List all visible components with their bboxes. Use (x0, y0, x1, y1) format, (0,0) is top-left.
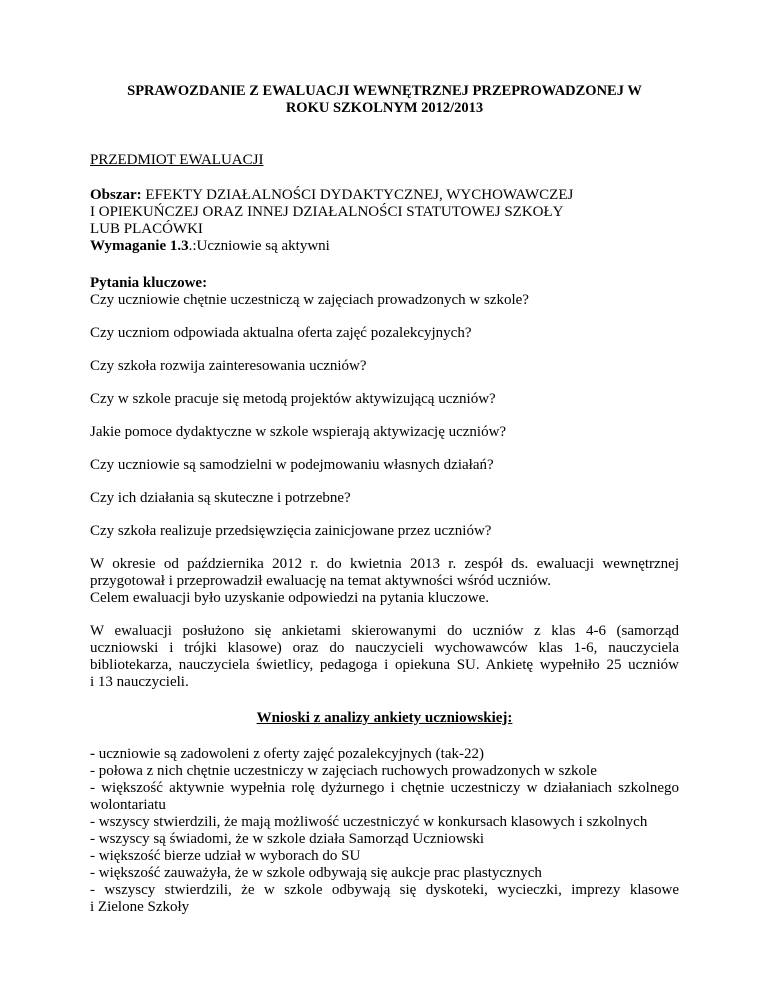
paragraph-line: bibliotekarza, nauczyciela świetlicy, pedagoga i opiekuna SU. Ankietę wypełniło 25 uczniów (90, 657, 679, 673)
question-item: Czy uczniowie są samodzielni w podejmowaniu własnych działań? (90, 457, 494, 473)
paragraph-line: W ewaluacji posłużono się ankietami skierowanymi do uczniów z klas 4-6 (samorząd (90, 623, 679, 639)
document-page (90, 83, 679, 916)
area-block (90, 187, 679, 255)
list-dash: - (90, 746, 95, 762)
list-item: - większość zauważyła, że w szkole odbywają się aukcje prac plastycznych (90, 865, 542, 881)
list-item-line: i Zielone Szkoły (90, 899, 190, 915)
list-item-line: - większość aktywnie wypełnia rolę dyżurnego i chętnie uczestniczy w działaniach szkolnego (90, 780, 679, 796)
question-item: Czy uczniom odpowiada aktualna oferta zajęć pozalekcyjnych? (90, 325, 472, 341)
paragraph-line: uczniowski i trójki klasowe) oraz do nauczycieli wychowawców klas 1-6, nauczyciela (90, 640, 679, 656)
list-item: - większość bierze udział w wyborach do SU (90, 848, 361, 864)
question-item: Czy w szkole pracuje się metodą projektów aktywizującą uczniów? (90, 391, 496, 407)
title-line-2: ROKU SZKOLNYM 2012/2013 (285, 100, 484, 116)
subject-heading: PRZEDMIOT EWALUACJI (90, 152, 264, 168)
area-line-3: LUB PLACÓWKI (90, 221, 203, 237)
list-item-line: wolontariatu (90, 797, 166, 813)
list-item: - połowa z nich chętnie uczestniczy w zajęciach ruchowych prowadzonych w szkole (90, 763, 597, 779)
conclusions-heading: Wnioski z analizy ankiety uczniowskiej: (256, 710, 513, 726)
area-text-1: EFEKTY DZIAŁALNOŚCI DYDAKTYCZNEJ, WYCHOWAWCZEJ (141, 187, 574, 203)
area-line-2: I OPIEKUŃCZEJ ORAZ INNEJ DZIAŁALNOŚCI STATUTOWEJ SZKOŁY (90, 204, 564, 220)
area-line-1 (90, 187, 679, 204)
requirement-line (90, 238, 679, 255)
question-item: Czy szkoła realizuje przedsięwzięcia zainicjowane przez uczniów? (90, 523, 492, 539)
list-item-line: - wszyscy stwierdzili, że w szkole odbywają się dyskoteki, wycieczki, imprezy klasowe (90, 882, 679, 898)
paragraph-line: Celem ewaluacji było uzyskanie odpowiedzi na pytania kluczowe. (90, 590, 490, 606)
list-item-text: uczniowie są zadowoleni z oferty zajęć pozalekcyjnych (tak-22) (95, 746, 484, 762)
area-label: Obszar: (90, 187, 142, 203)
list-item: - wszyscy stwierdzili, że mają możliwość uczestniczyć w konkursach klasowych i szkolnych (90, 814, 648, 830)
list-item (90, 882, 679, 916)
paragraph-line: przygotował i przeprowadził ewaluację na temat aktywności wśród uczniów. (90, 573, 551, 589)
requirement-text: .:Uczniowie są aktywni (188, 238, 330, 254)
question-item: Czy ich działania są skuteczne i potrzebne? (90, 490, 351, 506)
conclusions-list (90, 746, 679, 916)
list-item: - wszyscy są świadomi, że w szkole działa Samorząd Uczniowski (90, 831, 485, 847)
document-title (90, 83, 679, 117)
paragraph-line: W okresie od października 2012 r. do kwietnia 2013 r. zespół ds. ewaluacji wewnętrznej (90, 556, 679, 572)
key-questions-block (90, 275, 679, 540)
requirement-label: Wymaganie 1.3 (90, 238, 189, 254)
title-line-1: SPRAWOZDANIE Z EWALUACJI WEWNĘTRZNEJ PRZEPROWADZONEJ W (127, 83, 642, 99)
key-questions-label: Pytania kluczowe: (90, 275, 208, 291)
list-item (90, 780, 679, 814)
question-item: Czy szkoła rozwija zainteresowania uczniów? (90, 358, 367, 374)
paragraph-survey (90, 623, 679, 691)
paragraph-line: i 13 nauczycieli. (90, 674, 189, 690)
paragraph-evaluation-period (90, 556, 679, 607)
list-item (90, 746, 679, 763)
question-item: Czy uczniowie chętnie uczestniczą w zajęciach prowadzonych w szkole? (90, 292, 529, 308)
question-item: Jakie pomoce dydaktyczne w szkole wspierają aktywizację uczniów? (90, 424, 507, 440)
